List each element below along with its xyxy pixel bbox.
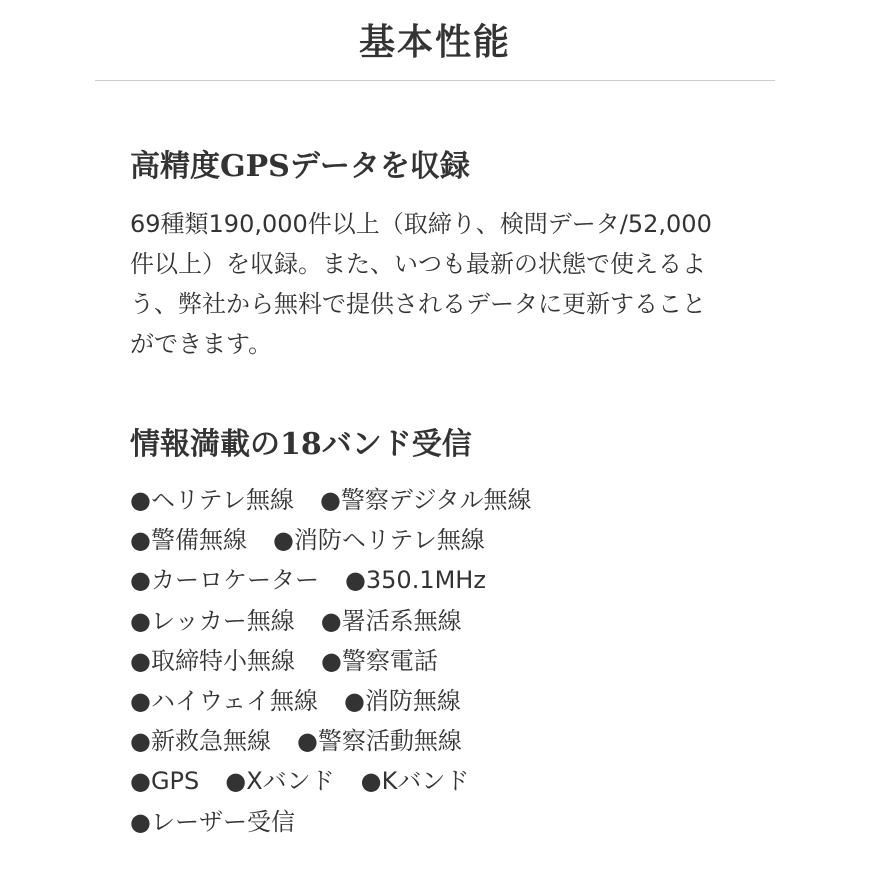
band-item: ●レッカー無線 <box>130 606 295 635</box>
page-title: 基本性能 <box>358 21 511 63</box>
band-row <box>130 560 770 600</box>
band-item: ●GPS <box>130 767 200 796</box>
gps-body-line: 件以上）を収録。また、いつも最新の状態で使えるよ <box>130 250 706 278</box>
band-row <box>130 802 770 842</box>
band-item: ●カーロケーター <box>130 566 319 595</box>
band-item: ●Xバンド <box>225 767 335 796</box>
band-item: ●消防無線 <box>343 686 461 715</box>
band-item: ●警備無線 <box>130 526 247 555</box>
band-item: ●350.1MHz <box>344 566 486 595</box>
band-item: ●消防ヘリテレ無線 <box>272 526 485 555</box>
band-item: ●警察活動無線 <box>296 727 462 756</box>
band-item: ●ヘリテレ無線 <box>130 486 294 514</box>
band-row <box>130 520 770 560</box>
band-row <box>130 681 770 721</box>
band-item: ●新救急無線 <box>130 727 271 756</box>
band-list <box>130 480 770 842</box>
band-row <box>130 761 770 801</box>
band-item: ●署活系無線 <box>320 606 462 635</box>
gps-section-body <box>130 204 770 364</box>
band-row <box>130 601 770 641</box>
band-section-heading: 情報満載の18バンド受信 <box>130 427 472 462</box>
band-row <box>130 721 770 761</box>
band-item: ●レーザー受信 <box>130 807 295 836</box>
band-item: ●取締特小無線 <box>130 646 295 675</box>
gps-body-line: う、弊社から無料で提供されるデータに更新すること <box>130 290 706 318</box>
gps-section-heading: 高精度GPSデータを収録 <box>130 149 470 184</box>
band-item: ●警察電話 <box>320 646 438 675</box>
gps-body-line: ができます。 <box>130 330 273 358</box>
band-item: ●ハイウェイ無線 <box>130 686 318 715</box>
band-row <box>130 480 770 520</box>
gps-body-line: 69種類190,000件以上（取締り、検問データ/52,000 <box>130 210 712 238</box>
band-item: ●警察デジタル無線 <box>319 486 532 514</box>
band-item: ●Kバンド <box>360 767 470 796</box>
band-row <box>130 641 770 681</box>
title-divider <box>95 80 775 81</box>
